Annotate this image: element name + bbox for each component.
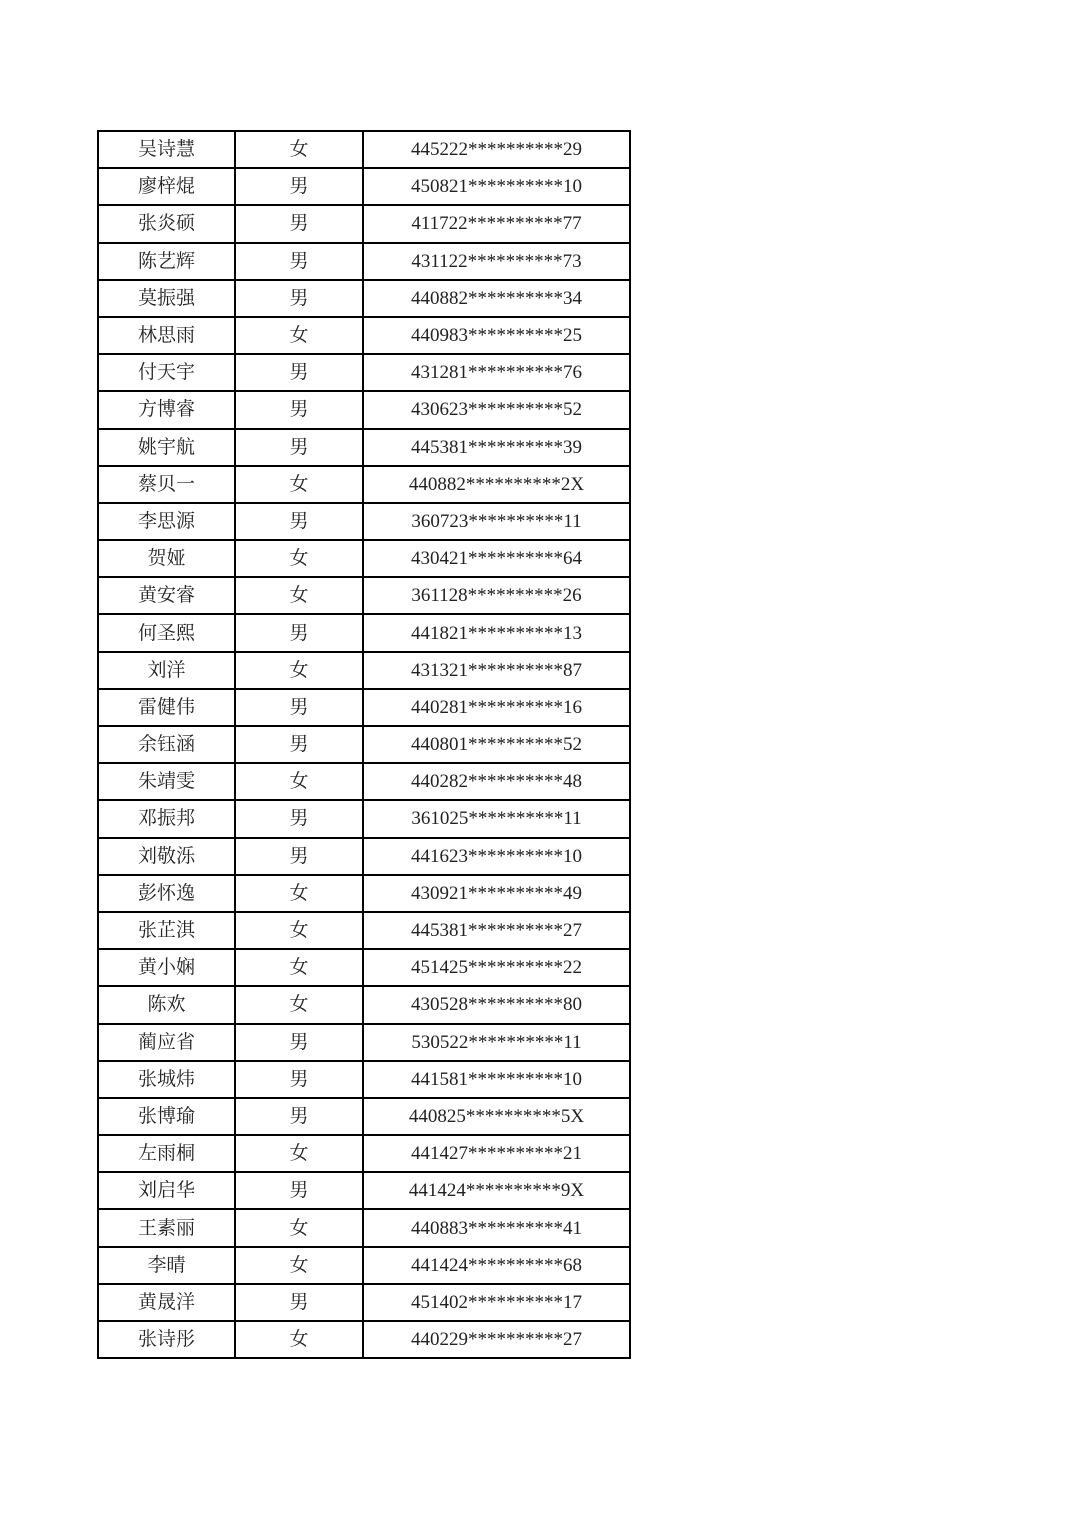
- table-row: [98, 875, 630, 912]
- name-cell: 吴诗慧: [98, 131, 235, 168]
- table-row: [98, 689, 630, 726]
- id-number-cell: 445381**********39: [363, 429, 630, 466]
- table-row: [98, 354, 630, 391]
- table-row: [98, 466, 630, 503]
- table-row: [98, 317, 630, 354]
- table-row: [98, 280, 630, 317]
- id-number-cell: 361128**********26: [363, 577, 630, 614]
- table-row: [98, 1098, 630, 1135]
- gender-cell: 男: [235, 503, 363, 540]
- id-number-cell: 440882**********34: [363, 280, 630, 317]
- gender-cell: 女: [235, 1135, 363, 1172]
- name-cell: 蔺应省: [98, 1024, 235, 1061]
- gender-cell: 男: [235, 838, 363, 875]
- table-row: [98, 243, 630, 280]
- table-row: [98, 726, 630, 763]
- id-number-cell: 451425**********22: [363, 949, 630, 986]
- gender-cell: 男: [235, 726, 363, 763]
- gender-cell: 男: [235, 205, 363, 242]
- table-row: [98, 838, 630, 875]
- name-cell: 张博瑜: [98, 1098, 235, 1135]
- gender-cell: 男: [235, 1024, 363, 1061]
- gender-cell: 男: [235, 168, 363, 205]
- name-cell: 刘敬泺: [98, 838, 235, 875]
- name-cell: 陈欢: [98, 986, 235, 1023]
- table-row: [98, 205, 630, 242]
- table-row: [98, 1284, 630, 1321]
- table-row: [98, 763, 630, 800]
- name-cell: 蔡贝一: [98, 466, 235, 503]
- id-number-cell: 430421**********64: [363, 540, 630, 577]
- gender-cell: 男: [235, 1284, 363, 1321]
- gender-cell: 男: [235, 689, 363, 726]
- id-number-cell: 441427**********21: [363, 1135, 630, 1172]
- gender-cell: 女: [235, 763, 363, 800]
- name-cell: 贺娅: [98, 540, 235, 577]
- name-cell: 方博睿: [98, 391, 235, 428]
- id-number-cell: 431321**********87: [363, 652, 630, 689]
- table-row: [98, 1135, 630, 1172]
- table-row: [98, 1024, 630, 1061]
- table-row: [98, 1247, 630, 1284]
- id-number-cell: 440801**********52: [363, 726, 630, 763]
- name-cell: 彭怀逸: [98, 875, 235, 912]
- gender-cell: 女: [235, 652, 363, 689]
- name-cell: 张城炜: [98, 1061, 235, 1098]
- table-row: [98, 429, 630, 466]
- gender-cell: 男: [235, 1172, 363, 1209]
- gender-cell: 男: [235, 1061, 363, 1098]
- name-cell: 黄晟洋: [98, 1284, 235, 1321]
- gender-cell: 女: [235, 540, 363, 577]
- id-number-cell: 411722**********77: [363, 205, 630, 242]
- table-row: [98, 614, 630, 651]
- id-number-cell: 450821**********10: [363, 168, 630, 205]
- name-cell: 刘洋: [98, 652, 235, 689]
- table-row: [98, 800, 630, 837]
- gender-cell: 男: [235, 1098, 363, 1135]
- name-cell: 刘启华: [98, 1172, 235, 1209]
- name-cell: 何圣熙: [98, 614, 235, 651]
- name-cell: 雷健伟: [98, 689, 235, 726]
- name-cell: 左雨桐: [98, 1135, 235, 1172]
- gender-cell: 男: [235, 800, 363, 837]
- table-row: [98, 1321, 630, 1358]
- name-cell: 余钰涵: [98, 726, 235, 763]
- table-row: [98, 912, 630, 949]
- table-row: [98, 986, 630, 1023]
- id-number-cell: 441581**********10: [363, 1061, 630, 1098]
- table-row: [98, 1172, 630, 1209]
- id-number-cell: 441821**********13: [363, 614, 630, 651]
- gender-cell: 男: [235, 243, 363, 280]
- gender-cell: 女: [235, 949, 363, 986]
- table-row: [98, 1209, 630, 1246]
- id-number-cell: 440983**********25: [363, 317, 630, 354]
- id-number-cell: 361025**********11: [363, 800, 630, 837]
- id-number-cell: 445381**********27: [363, 912, 630, 949]
- gender-cell: 女: [235, 912, 363, 949]
- gender-cell: 女: [235, 577, 363, 614]
- id-number-cell: 530522**********11: [363, 1024, 630, 1061]
- gender-cell: 男: [235, 429, 363, 466]
- gender-cell: 女: [235, 1321, 363, 1358]
- name-cell: 李晴: [98, 1247, 235, 1284]
- id-number-cell: 441424**********9X: [363, 1172, 630, 1209]
- table-row: [98, 168, 630, 205]
- name-cell: 林思雨: [98, 317, 235, 354]
- gender-cell: 男: [235, 391, 363, 428]
- name-cell: 付天宇: [98, 354, 235, 391]
- id-number-cell: 440882**********2X: [363, 466, 630, 503]
- roster-body: [98, 131, 630, 1358]
- name-cell: 莫振强: [98, 280, 235, 317]
- name-cell: 张炎硕: [98, 205, 235, 242]
- name-cell: 王素丽: [98, 1209, 235, 1246]
- table-row: [98, 949, 630, 986]
- id-number-cell: 431281**********76: [363, 354, 630, 391]
- gender-cell: 女: [235, 875, 363, 912]
- name-cell: 朱靖雯: [98, 763, 235, 800]
- table-row: [98, 577, 630, 614]
- table-row: [98, 391, 630, 428]
- name-cell: 李思源: [98, 503, 235, 540]
- table-row: [98, 1061, 630, 1098]
- name-cell: 陈艺辉: [98, 243, 235, 280]
- id-number-cell: 440825**********5X: [363, 1098, 630, 1135]
- name-cell: 张诗彤: [98, 1321, 235, 1358]
- name-cell: 邓振邦: [98, 800, 235, 837]
- gender-cell: 男: [235, 614, 363, 651]
- roster-table: [97, 130, 631, 1359]
- name-cell: 黄安睿: [98, 577, 235, 614]
- name-cell: 廖梓焜: [98, 168, 235, 205]
- table-row: [98, 131, 630, 168]
- id-number-cell: 440282**********48: [363, 763, 630, 800]
- gender-cell: 女: [235, 466, 363, 503]
- gender-cell: 男: [235, 280, 363, 317]
- table-row: [98, 503, 630, 540]
- id-number-cell: 440229**********27: [363, 1321, 630, 1358]
- gender-cell: 女: [235, 131, 363, 168]
- table-row: [98, 652, 630, 689]
- gender-cell: 女: [235, 986, 363, 1023]
- id-number-cell: 451402**********17: [363, 1284, 630, 1321]
- name-cell: 张芷淇: [98, 912, 235, 949]
- gender-cell: 女: [235, 317, 363, 354]
- id-number-cell: 430921**********49: [363, 875, 630, 912]
- id-number-cell: 430528**********80: [363, 986, 630, 1023]
- id-number-cell: 440883**********41: [363, 1209, 630, 1246]
- gender-cell: 女: [235, 1209, 363, 1246]
- id-number-cell: 440281**********16: [363, 689, 630, 726]
- name-cell: 黄小娴: [98, 949, 235, 986]
- gender-cell: 男: [235, 354, 363, 391]
- id-number-cell: 441424**********68: [363, 1247, 630, 1284]
- id-number-cell: 430623**********52: [363, 391, 630, 428]
- id-number-cell: 360723**********11: [363, 503, 630, 540]
- id-number-cell: 441623**********10: [363, 838, 630, 875]
- id-number-cell: 445222**********29: [363, 131, 630, 168]
- gender-cell: 女: [235, 1247, 363, 1284]
- name-cell: 姚宇航: [98, 429, 235, 466]
- table-row: [98, 540, 630, 577]
- id-number-cell: 431122**********73: [363, 243, 630, 280]
